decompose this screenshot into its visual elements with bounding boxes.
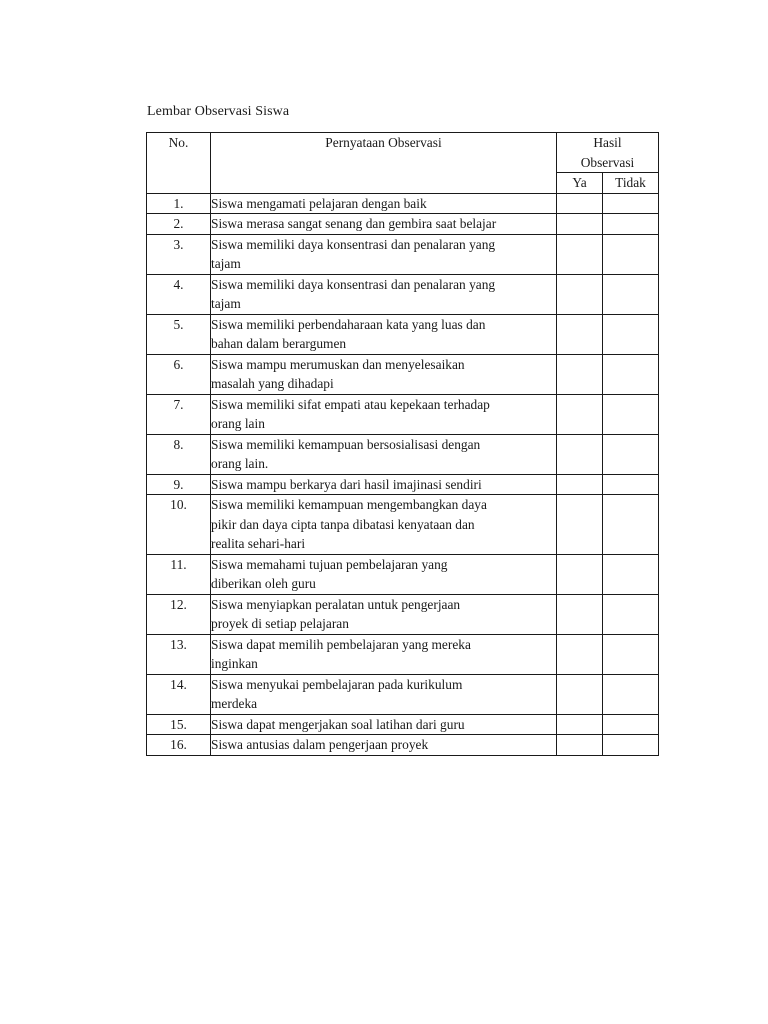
row-number: 1. [147,193,211,214]
table-row [147,594,659,634]
table-row [147,474,659,495]
row-statement: Siswa mampu berkarya dari hasil imajinasi sendiri [211,474,557,495]
table-row [147,434,659,474]
row-number: 5. [147,314,211,354]
row-no-cell[interactable] [603,434,659,474]
row-statement: Siswa memiliki daya konsentrasi dan penalaran yang tajam [211,274,557,314]
row-statement: Siswa memahami tujuan pembelajaran yang diberikan oleh guru [211,554,557,594]
table-row [147,274,659,314]
row-no-cell[interactable] [603,495,659,555]
row-number: 7. [147,394,211,434]
table-row [147,193,659,214]
table-row [147,714,659,735]
row-yes-cell[interactable] [557,594,603,634]
table-row [147,495,659,555]
row-yes-cell[interactable] [557,214,603,235]
row-no-cell[interactable] [603,714,659,735]
row-yes-cell[interactable] [557,474,603,495]
row-number: 15. [147,714,211,735]
row-yes-cell[interactable] [557,193,603,214]
row-number: 8. [147,434,211,474]
observation-table [146,132,659,756]
table-row [147,634,659,674]
row-no-cell[interactable] [603,394,659,434]
table-body [147,193,659,755]
row-yes-cell[interactable] [557,314,603,354]
table-row [147,554,659,594]
row-statement: Siswa mampu merumuskan dan menyelesaikan masalah yang dihadapi [211,354,557,394]
row-statement: Siswa memiliki kemampuan bersosialisasi dengan orang lain. [211,434,557,474]
table-row [147,674,659,714]
row-yes-cell[interactable] [557,354,603,394]
row-no-cell[interactable] [603,193,659,214]
row-statement: Siswa memiliki perbendaharaan kata yang luas dan bahan dalam berargumen [211,314,557,354]
row-no-cell[interactable] [603,674,659,714]
row-yes-cell[interactable] [557,674,603,714]
header-number: No. [147,133,211,194]
row-yes-cell[interactable] [557,495,603,555]
row-number: 9. [147,474,211,495]
row-number: 13. [147,634,211,674]
row-no-cell[interactable] [603,354,659,394]
header-yes: Ya [557,173,603,194]
table-header [147,133,659,194]
row-yes-cell[interactable] [557,274,603,314]
table-row [147,214,659,235]
row-no-cell[interactable] [603,474,659,495]
row-yes-cell[interactable] [557,434,603,474]
row-no-cell[interactable] [603,735,659,756]
row-number: 12. [147,594,211,634]
row-statement: Siswa menyiapkan peralatan untuk pengerjaan proyek di setiap pelajaran [211,594,557,634]
row-statement: Siswa menyukai pembelajaran pada kurikulum merdeka [211,674,557,714]
row-no-cell[interactable] [603,554,659,594]
table-row [147,735,659,756]
table-row [147,354,659,394]
row-statement: Siswa memiliki kemampuan mengembangkan daya pikir dan daya cipta tanpa dibatasi kenyataan dan realita sehari-hari [211,495,557,555]
row-number: 2. [147,214,211,235]
row-number: 14. [147,674,211,714]
row-no-cell[interactable] [603,314,659,354]
header-no-answer: Tidak [603,173,659,194]
header-result-line1: Hasil [593,135,622,150]
row-no-cell[interactable] [603,634,659,674]
row-statement: Siswa memiliki daya konsentrasi dan penalaran yang tajam [211,234,557,274]
row-yes-cell[interactable] [557,394,603,434]
row-yes-cell[interactable] [557,735,603,756]
row-statement: Siswa dapat mengerjakan soal latihan dari guru [211,714,557,735]
header-result-line2: Observasi [580,154,635,170]
table-row [147,394,659,434]
row-statement: Siswa mengamati pelajaran dengan baik [211,193,557,214]
row-statement: Siswa antusias dalam pengerjaan proyek [211,735,557,756]
row-statement: Siswa merasa sangat senang dan gembira saat belajar [211,214,557,235]
row-yes-cell[interactable] [557,554,603,594]
row-number: 4. [147,274,211,314]
row-no-cell[interactable] [603,214,659,235]
header-statement: Pernyataan Observasi [211,133,557,194]
document-title: Lembar Observasi Siswa [147,104,290,119]
row-statement: Siswa memiliki sifat empati atau kepekaan terhadap orang lain [211,394,557,434]
table-row [147,234,659,274]
row-yes-cell[interactable] [557,234,603,274]
row-number: 3. [147,234,211,274]
row-number: 16. [147,735,211,756]
row-no-cell[interactable] [603,234,659,274]
row-number: 6. [147,354,211,394]
row-number: 11. [147,554,211,594]
table-row [147,314,659,354]
row-yes-cell[interactable] [557,634,603,674]
row-number: 10. [147,495,211,555]
row-yes-cell[interactable] [557,714,603,735]
row-no-cell[interactable] [603,274,659,314]
row-no-cell[interactable] [603,594,659,634]
header-result [557,133,659,173]
row-statement: Siswa dapat memilih pembelajaran yang mereka inginkan [211,634,557,674]
